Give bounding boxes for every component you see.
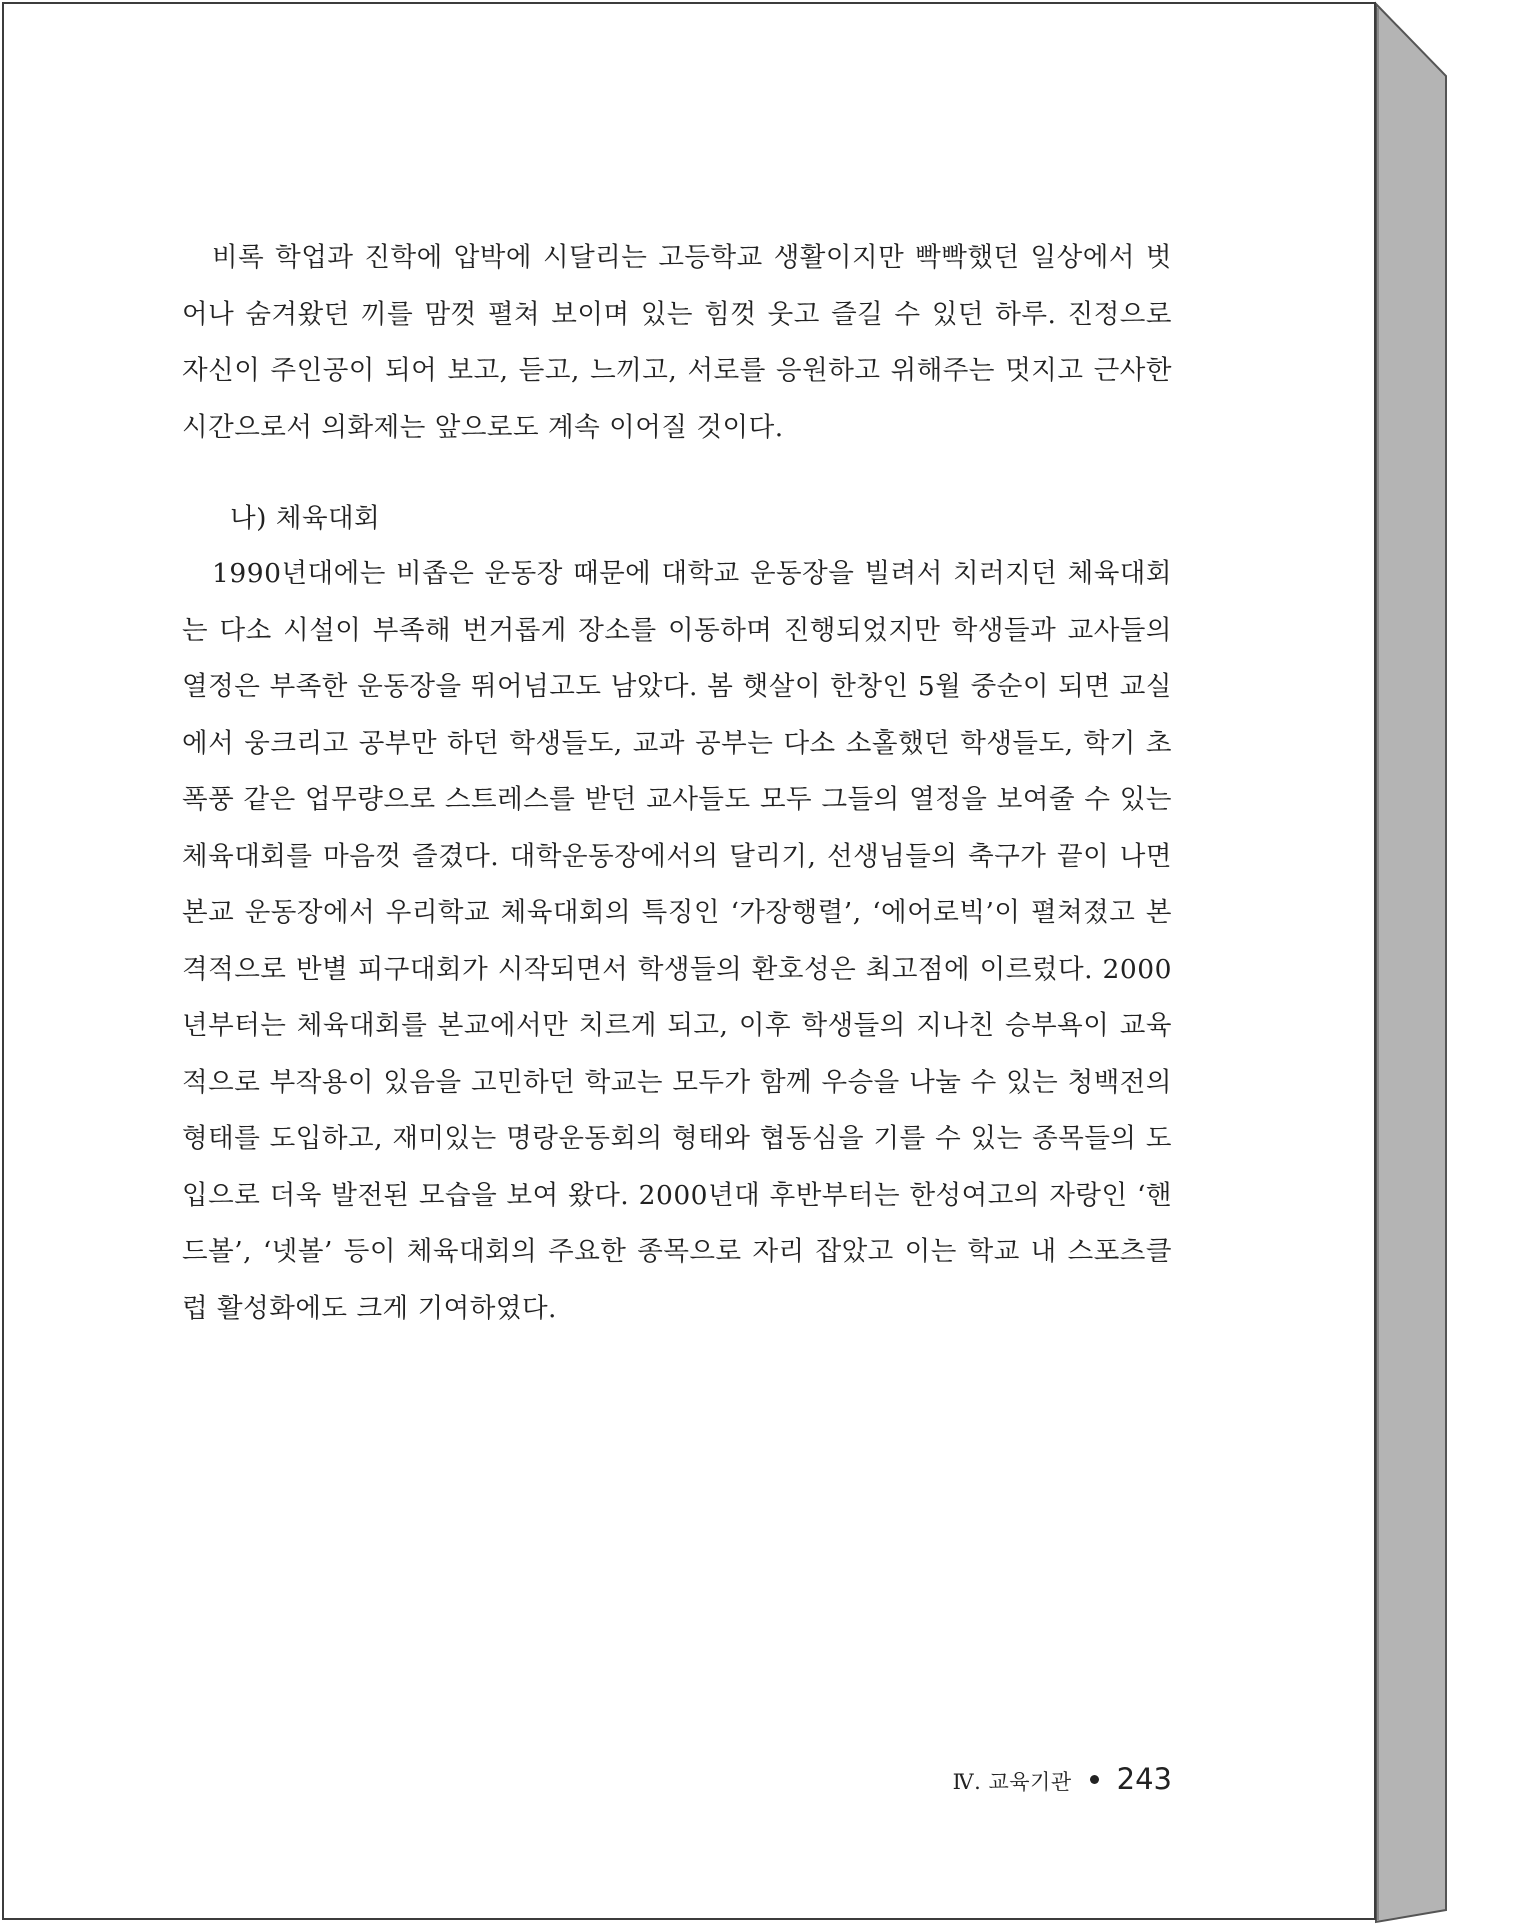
- section-heading: 나) 체육대회: [230, 503, 381, 534]
- paragraph-2: 1990년대에는 비좁은 운동장 때문에 대학교 운동장을 빌려서 치러지던 체육대회는 다소 시설이 부족해 번거롭게 장소를 이동하며 진행되었지만 학생들과 교사들의 열정은 부족한 운동장을 뛰어넘고도 남았다. 봄 햇살이 한창인 5월 중순이 되면 교실에서 웅크리고 공부만 하던 학생들도, 교과 공부는 다소 소홀했던 학생들도, 학기 초 폭풍 같은 업무량으로 스트레스를 받던 교사들도 모두 그들의 열정을 보여줄 수 있는 체육대회를 마음껏 즐겼다. 대학운동장에서의 달리기, 선생님들의 축구가 끝이 나면 본교 운동장에서 우리학교 체육대회의 특징인 ‘가장행렬’, ‘에어로빅’이 펼쳐졌고 본격적으로 반별 피구대회가 시작되면서 학생들의 환호성은 최고점에 이르렀다. 2000년부터는 체육대회를 본교에서만 치르게 되고, 이후 학생들의 지나친 승부욕이 교육적으로 부작용이 있음을 고민하던 학교는 모두가 함께 우승을 나눌 수 있는 청백전의 형태를 도입하고, 재미있는 명랑운동회의 형태와 협동심을 기를 수 있는 종목들의 도입으로 더욱 발전된 모습을 보여 왔다. 2000년대 후반부터는 한성여고의 자랑인 ‘핸드볼’, ‘넷볼’ 등이 체육대회의 주요한 종목으로 자리 잡았고 이는 학교 내 스포츠클럽 활성화에도 크게 기여하였다.: [182, 558, 1172, 1324]
- body-text-block-2: [182, 546, 1172, 1337]
- body-text-block-1: [182, 230, 1172, 456]
- page-number: 243: [1116, 1762, 1172, 1796]
- book-spine-shadow: [1376, 4, 1446, 1922]
- footer-section-label: Ⅳ. 교육기관: [952, 1770, 1072, 1794]
- footer-bullet-icon: [1090, 1775, 1099, 1784]
- page-footer: [953, 1762, 1172, 1796]
- paragraph-1: 비록 학업과 진학에 압박에 시달리는 고등학교 생활이지만 빡빡했던 일상에서 벗어나 숨겨왔던 끼를 맘껏 펼쳐 보이며 있는 힘껏 웃고 즐길 수 있던 하루. 진정으로 자신이 주인공이 되어 보고, 듣고, 느끼고, 서로를 응원하고 위해주는 멋지고 근사한 시간으로서 의화제는 앞으로도 계속 이어질 것이다.: [182, 242, 1172, 443]
